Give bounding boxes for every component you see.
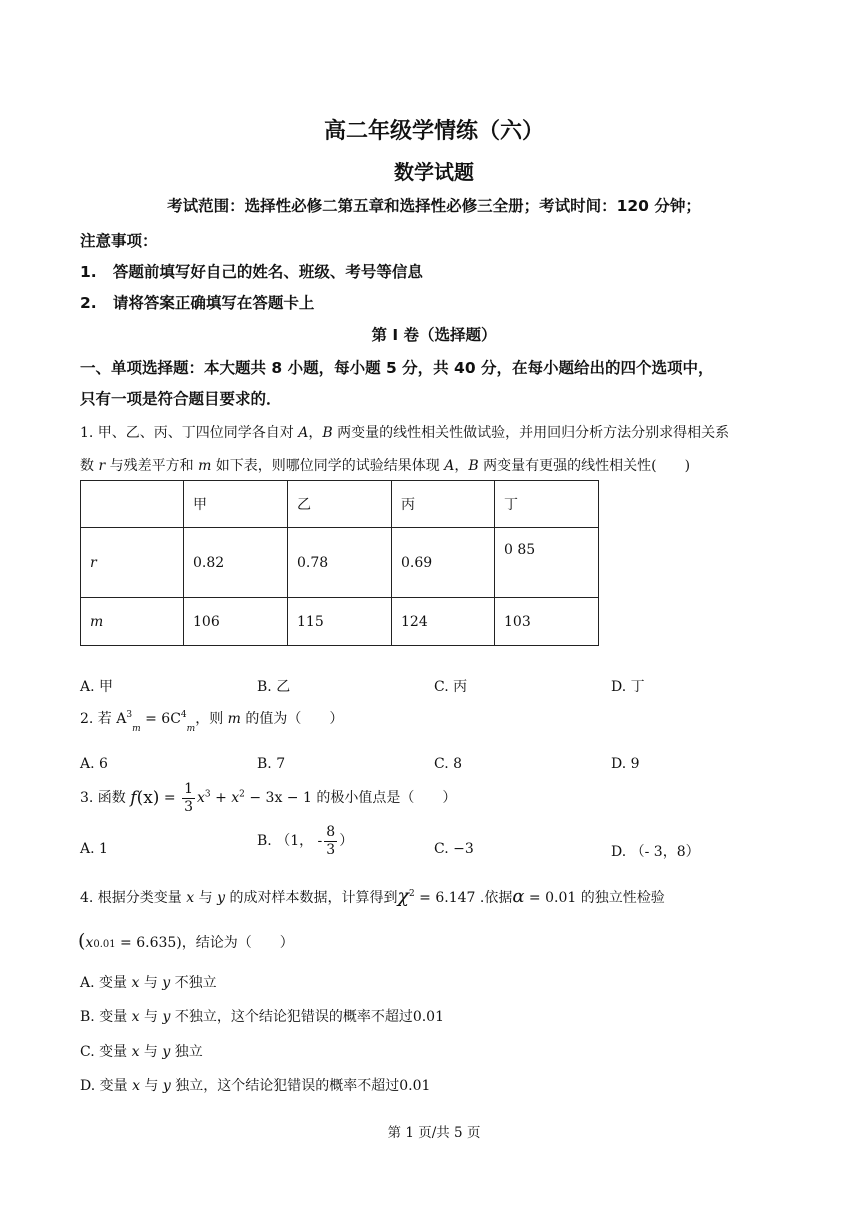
q4-opt-y: y <box>162 975 171 991</box>
q4-opt-y: y <box>162 1044 171 1060</box>
note-item <box>80 291 314 313</box>
section-instructions-line2: 只有一项是符合题目要求的． <box>80 390 282 408</box>
q3-text: 3. 函数 <box>80 790 131 806</box>
q2-text: 的值为（ ） <box>240 711 344 727</box>
q1-var-m: m <box>198 458 212 474</box>
q3-x: x <box>231 790 240 806</box>
table-cell: 丁 <box>495 481 599 528</box>
question-1-line2 <box>80 455 690 475</box>
q4-option-a <box>80 972 217 992</box>
note-number: 2. <box>80 294 97 312</box>
note-number: 1. <box>80 263 97 281</box>
q3-frac-den: 3 <box>184 799 193 815</box>
q1-var-b: B <box>322 425 333 441</box>
q1-text: 如下表，则哪位同学的试验结果体现 <box>211 458 445 474</box>
q3-poly-rest: − 3x − 1 <box>244 790 312 806</box>
q3-f: f <box>130 788 137 808</box>
q4-var-y: y <box>217 890 225 906</box>
q4-text: 4. 根据分类变量 <box>80 890 187 906</box>
q2-var-m: m <box>227 711 241 727</box>
q2-c-sub: m <box>186 724 196 734</box>
q3-opt-b-text: B. （1， - <box>257 833 323 849</box>
q1-option-d: D. 丁 <box>611 679 645 695</box>
q4-opt-text: 与 <box>139 1078 163 1094</box>
q4-chi: χ <box>397 885 409 907</box>
q4-text: ，结论为（ ） <box>181 935 294 951</box>
table-cell: 0.82 <box>184 528 288 598</box>
q4-opt-text: B. 变量 <box>80 1009 132 1025</box>
q4-chi-value: = 6.147 <box>414 890 476 906</box>
q2-eq: = 6C <box>140 711 181 727</box>
q3-opt-b-num: 8 <box>326 824 336 840</box>
q4-opt-x: x <box>131 1009 140 1025</box>
question-3 <box>80 781 456 816</box>
table-cell: 0 85 <box>495 528 599 598</box>
q3-x2-sup: 2 <box>239 789 245 800</box>
q2-text: 2. 若 <box>80 711 117 727</box>
q4-opt-text: 不独立，这个结论犯错误的概率不超过0.01 <box>170 1009 444 1025</box>
q3-option-a: A. 1 <box>80 841 108 857</box>
q2-option-b: B. 7 <box>257 756 286 772</box>
q4-opt-text: 与 <box>139 1009 163 1025</box>
page-title: 高二年级学情练（六） <box>323 119 544 144</box>
q3-opt-b-fraction <box>324 824 337 859</box>
q4-text: 的成对样本数据，计算得到 <box>225 890 398 906</box>
q3-frac-num: 1 <box>184 781 193 797</box>
q2-a-symbol: A <box>116 711 127 727</box>
q4-opt-text: 不独立 <box>170 975 217 991</box>
q1-comma: ， <box>308 425 323 441</box>
q4-option-b <box>80 1006 444 1026</box>
question-4-line2 <box>78 930 294 952</box>
q4-critical-sub: 0.01 <box>93 939 116 950</box>
notes-heading: 注意事项： <box>80 232 158 250</box>
q1-text: 与残差平方和 <box>105 458 199 474</box>
note-item <box>80 260 423 282</box>
q4-opt-text: A. 变量 <box>80 975 132 991</box>
table-cell: r <box>81 528 184 598</box>
q3-option-d: D. （- 3，8） <box>611 844 700 860</box>
q4-text: .依据 <box>475 890 513 906</box>
q4-opt-text: C. 变量 <box>80 1044 132 1060</box>
q4-opt-x: x <box>131 1044 140 1060</box>
table-cell: 甲 <box>184 481 288 528</box>
q4-critical-value: = 6.635) <box>115 935 182 951</box>
table-cell: 124 <box>392 598 495 646</box>
q4-paren: ( <box>78 930 86 952</box>
q2-a-sup: 3 <box>126 710 133 720</box>
q4-alpha: α <box>512 886 525 907</box>
q4-opt-text: D. 变量 <box>80 1078 133 1094</box>
q1-var-r: r <box>98 458 106 474</box>
table-header-row <box>81 481 599 528</box>
question-2 <box>80 708 343 734</box>
q4-critical-x: x <box>85 935 94 951</box>
part-heading: 第 I 卷（选择题） <box>371 326 497 344</box>
q3-option-b <box>257 824 353 859</box>
q1-text: 两变量有更强的线性相关性( ) <box>478 458 691 474</box>
q3-plus: + <box>210 790 232 806</box>
q1-var-a: A <box>298 425 309 441</box>
q4-chi-sup: 2 <box>408 889 415 899</box>
q1-comma: ， <box>454 458 469 474</box>
table-cell: 106 <box>184 598 288 646</box>
q1-option-a: A. 甲 <box>80 679 114 695</box>
q4-opt-x: x <box>131 975 140 991</box>
q4-option-c <box>80 1041 203 1061</box>
q1-var-b: B <box>468 458 479 474</box>
q1-option-c: C. 丙 <box>434 679 468 695</box>
table-cell: 0.69 <box>392 528 495 598</box>
q1-option-b: B. 乙 <box>257 679 291 695</box>
q3-paren-x: (x) <box>136 788 160 808</box>
q4-option-d <box>80 1075 430 1095</box>
page-footer: 第 1 页/共 5 页 <box>387 1125 481 1141</box>
table-cell: 0.78 <box>288 528 392 598</box>
table-cell: 乙 <box>288 481 392 528</box>
q3-text: 的极小值点是（ ） <box>311 790 457 806</box>
question-1-line1 <box>80 422 729 442</box>
q1-var-a: A <box>444 458 455 474</box>
q4-var-x: x <box>186 890 195 906</box>
table-cell: 103 <box>495 598 599 646</box>
question-4-line1 <box>80 885 665 907</box>
q4-opt-text: 与 <box>139 975 163 991</box>
q3-x: x <box>196 790 205 806</box>
q3-eq: = <box>159 790 181 806</box>
q3-fraction <box>182 781 195 816</box>
q4-opt-text: 与 <box>139 1044 163 1060</box>
q4-opt-text: 独立，这个结论犯错误的概率不超过0.01 <box>170 1078 431 1094</box>
table-cell: m <box>81 598 184 646</box>
table-cell: 115 <box>288 598 392 646</box>
q4-opt-text: 独立 <box>170 1044 203 1060</box>
q3-x-sup: 3 <box>204 789 211 800</box>
q3-option-c: C. −3 <box>434 841 474 857</box>
q1-data-table <box>80 480 599 646</box>
q4-alpha-value: = 0.01 <box>524 890 577 906</box>
exam-scope: 考试范围：选择性必修二第五章和选择性必修三全册；考试时间：120 分钟； <box>167 197 701 215</box>
q4-text: 的独立性检验 <box>576 890 665 906</box>
table-row <box>81 528 599 598</box>
q3-opt-b-text: ） <box>339 833 354 849</box>
q2-text: ，则 <box>195 711 228 727</box>
q2-a-sub: m <box>132 724 141 734</box>
q1-text: 数 <box>80 458 99 474</box>
q2-option-a: A. 6 <box>80 756 108 772</box>
table-cell <box>81 481 184 528</box>
q4-opt-y: y <box>162 1009 171 1025</box>
table-row <box>81 598 599 646</box>
q1-text: 两变量的线性相关性做试验，并用回归分析方法分别求得相关系 <box>332 425 730 441</box>
table-cell: 丙 <box>392 481 495 528</box>
q3-opt-b-den: 3 <box>326 842 336 858</box>
note-text: 答题前填写好自己的姓名、班级、考号等信息 <box>112 263 423 281</box>
section-instructions-line1: 一、单项选择题：本大题共 8 小题，每小题 5 分，共 40 分，在每小题给出的四个选项中， <box>80 359 714 377</box>
page-subtitle: 数学试题 <box>394 160 474 184</box>
q2-c-sup: 4 <box>180 710 187 720</box>
q4-text: 与 <box>194 890 218 906</box>
q2-option-c: C. 8 <box>434 756 463 772</box>
q4-opt-x: x <box>132 1078 140 1094</box>
q2-option-d: D. 9 <box>611 756 640 772</box>
q4-opt-y: y <box>162 1078 171 1094</box>
note-text: 请将答案正确填写在答题卡上 <box>112 294 315 312</box>
q1-text: 1. 甲、乙、丙、丁四位同学各自对 <box>80 425 299 441</box>
